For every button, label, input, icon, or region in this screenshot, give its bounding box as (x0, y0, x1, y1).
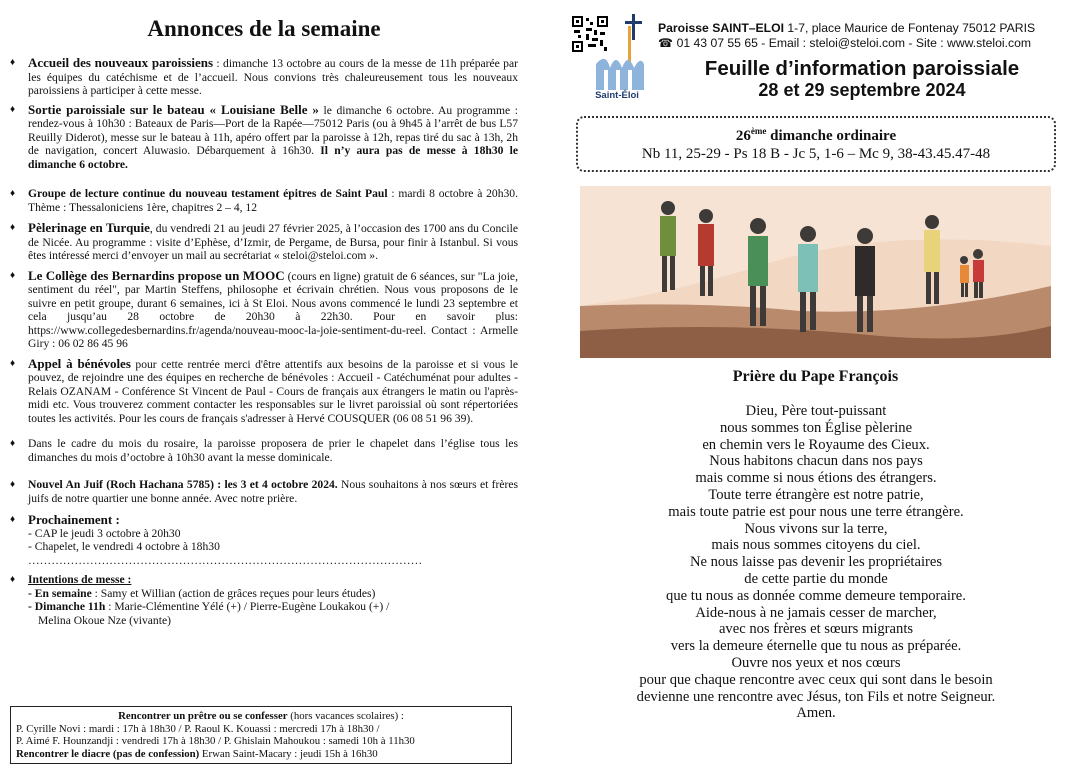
announcement-sortie (10, 103, 518, 172)
bullet-icon: ♦ (10, 479, 16, 490)
prayer-line: en chemin vers le Royaume des Cieux. (702, 436, 930, 453)
readings: Nb 11, 25-29 - Ps 18 B - Jc 5, 1-6 – Mc 9, 38-43.45.47-48 (641, 146, 991, 162)
announcement-text: : dimanche 13 octobre au cours de la messe de 11h préparée par les équipes du catéchisme et de l’accueil. Nous convions très chaleureusement tous les nouveaux paroissiens à participer à cette messe. (28, 57, 518, 97)
announcement-lecture (10, 187, 518, 214)
prayer-line: de cette partie du monde (744, 570, 888, 587)
parish-name: Paroisse SAINT–ELOI (658, 21, 784, 35)
prayer-line: Nous vivons sur la terre, (744, 520, 888, 537)
prayer-line: devienne une rencontre avec Jésus, ton Fils et notre Seigneur. (636, 688, 996, 705)
announcement-text: (cours en ligne) gratuit de 6 séances, sur "La joie, sentiment du réel", par Martin Steffens, philosophe et écrivain chrétien. Nous vous proposons de le suivre en petit groupe, durant 6 semaines, ici à St Eloi. Nous avons commencé le lundi 23 septembre et cela jusqu’au 28 octobre de 20h30 à 22h30. Pour en savoir plus: https://www.collegedesbernardins.fr/agenda/nouveau-mooc-la-joie-sentiment-du-reel. Contact : Armelle Giry : 06 02 86 45 96 (28, 269, 518, 350)
announcement-head: Nouvel An Juif (Roch Hachana 5785) : les 3 et 4 octobre 2024. (28, 478, 338, 491)
announcement-head: Le Collège des Bernardins propose un MOOC (28, 267, 285, 283)
intentions-label: Intentions de messe : (28, 573, 132, 586)
prayer-line: avec nos frères et sœurs migrants (718, 621, 914, 638)
sunday-label: dimanche ordinaire (766, 128, 897, 144)
intentions-dimanche-text-2: Melina Okoue Nze (vivante) (38, 613, 171, 627)
bullet-icon: ♦ (10, 269, 16, 281)
logo-caption: Saint-Éloi (595, 90, 639, 101)
info-column (570, 10, 1070, 722)
announcement-head: Pèlerinage en Turquie (28, 220, 150, 235)
prayer-line: mais comme si nous étions des étrangers. (695, 470, 937, 487)
announcement-roch-hachana (10, 478, 518, 505)
bullet-icon: ♦ (10, 103, 16, 115)
announcements-column (10, 8, 518, 627)
parish-contact (658, 21, 1058, 51)
announcement-head: Accueil des nouveaux paroissiens (28, 55, 214, 70)
dotted-separator: ………………………………………………………………………………………… (28, 553, 423, 567)
announcement-head: Sortie paroissiale sur le bateau « Louisiane Belle » (28, 101, 319, 117)
bullet-icon: ♦ (10, 438, 16, 449)
bullet-icon: ♦ (10, 514, 16, 525)
prochainement-item: - CAP le jeudi 3 octobre à 20h30 (28, 526, 181, 540)
bullet-icon: ♦ (10, 574, 16, 585)
announcement-accueil (10, 56, 518, 98)
prayer-line: pour que chaque rencontre avec ceux qui sont dans le besoin (639, 671, 993, 688)
prayer-line: Nous habitons chacun dans nos pays (709, 453, 923, 470)
intentions-dimanche-label: - Dimanche 11h (28, 600, 106, 613)
prayer-line: vers la demeure éternelle que tu nous as préparée. (670, 638, 962, 655)
prayer-text (570, 403, 1062, 722)
bullet-icon: ♦ (10, 188, 16, 199)
parish-contact-line: ☎ 01 43 07 55 65 - Email : steloi@steloi.com - Site : www.steloi.com (658, 36, 1032, 50)
announcement-tail: Il n’y aura pas de messe à 18h30 le dimanche 6 octobre. (28, 144, 519, 171)
announcement-mooc (10, 269, 518, 351)
confession-box (10, 706, 512, 764)
announcement-text: Dans le cadre du mois du rosaire, la paroisse proposera de prier le chapelet dans l’église tous les dimanches du mois d’octobre à 10h30 avant la messe dominicale. (28, 437, 518, 464)
sunday-number: 26 (735, 128, 751, 144)
prayer-line: Ne nous laisse pas devenir les propriétaires (689, 554, 943, 571)
prayer-line: Aide-nous à ne jamais cesser de marcher, (695, 604, 937, 621)
sunday-suffix: ème (750, 126, 767, 136)
church-logo-icon (590, 12, 650, 92)
bullet-icon: ♦ (10, 57, 16, 68)
bullet-icon: ♦ (10, 357, 16, 369)
announcement-text: Nous souhaitons à nos sœurs et frères juifs de notre quartier une bonne année. Avec notre prière. (28, 478, 519, 505)
prayer-line: nous sommes ton Église pèlerine (719, 419, 913, 436)
deacon-text: Erwan Saint-Macary : jeudi 15h à 16h30 (199, 747, 378, 760)
confession-line: P. Cyrille Novi : mardi : 17h à 18h30 / P. Raoul K. Kouassi : mercredi 17h à 18h30 / (16, 722, 380, 735)
announcement-head: Appel à bénévoles (28, 355, 131, 371)
bulletin-title: Feuille d’information paroissiale (704, 57, 1020, 80)
intentions-dimanche-text: : Marie-Clémentine Yélé (+) / Pierre-Eugène Loukakou (+) / (105, 600, 390, 613)
confession-title: Rencontrer un prêtre ou se confesser (118, 710, 288, 722)
confession-title-rest: (hors vacances scolaires) : (287, 710, 404, 722)
announcement-text: le dimanche 6 octobre. Au programme : rendez-vous à 10h30 : Bateaux de Paris—Port de la Rapée—75012 Paris (ou à 9h45 à l’arrêt de bus L57 Reuilly Diderot), messe sur le bateau à 11h, apéro offert par la paroisse à 12h, repas tiré du sac à 13h, 2h de navigation, concert Aluwasio. Débarquement à 16h30. (28, 103, 518, 157)
confession-line: P. Aimé F. Hounzandji : vendredi 17h à 18h30 / P. Ghislain Mahoukou : samedi 10h à 11h30 (16, 735, 415, 748)
migrants-walking-illustration (580, 186, 1051, 358)
announcement-pelerinage (10, 221, 518, 263)
prochainement-section (10, 513, 518, 567)
prayer-line: que tu nous as donnée comme demeure temporaire. (666, 587, 966, 604)
prayer-line: mais nous sommes citoyens du ciel. (711, 537, 921, 554)
deacon-label: Rencontrer le diacre (pas de confession) (16, 747, 200, 760)
intentions-semaine-text: : Samy et Willian (action de grâces reçues pour leurs études) (91, 586, 376, 600)
header (570, 10, 1070, 110)
prayer-line: Toute terre étrangère est notre patrie, (708, 486, 924, 503)
prochainement-label: Prochainement : (28, 512, 120, 527)
announcement-benevoles (10, 357, 518, 426)
bullet-icon: ♦ (10, 222, 16, 233)
announcement-text: , du vendredi 21 au jeudi 27 février 2025, à l’occasion des 1700 ans du Concile de Nicée. Au programme : visite d’Ephèse, d’Izmir, de Pergame, de Bursa, pour finir à Istanbul. Si vous êtes intéressé merci d’envoyer un mail au secrétariat « steloi@steloi.com ». (28, 222, 518, 262)
liturgy-box (576, 116, 1056, 172)
intentions-semaine-label: - En semaine (28, 586, 92, 600)
bulletin-dates: 28 et 29 septembre 2024 (758, 80, 966, 100)
intentions-section (10, 573, 518, 627)
announcement-text: : mardi 8 octobre à 20h30. Thème : Thessaloniciens 1ère, chapitres 2 – 4, 12 (28, 187, 518, 214)
announcement-text: pour cette rentrée merci d'être attentifs aux besoins de la paroisse et si vous le pouvez, de rejoindre une des équipes en recherche de bénévoles : Accueil - Catéchuménat pour adultes - Relais OZANAM - Conférence St Vincent de Paul - Cours de français aux étrangers le matin ou l'après-midi etc. Vous trouverez comment contacter les responsables sur le livret paroissial où sont répertoriées toutes les activités. Pour les cours de français s'adresser à Hervé COUSQUER (06 08 51 96 39). (28, 357, 518, 425)
prayer-line: Dieu, Père tout-puissant (745, 403, 887, 419)
prayer-line: mais toute patrie est pour nous une terre étrangère. (668, 503, 964, 520)
announcements-title: Annonces de la semaine (147, 16, 381, 41)
prochainement-item: - Chapelet, le vendredi 4 octobre à 18h30 (28, 540, 220, 553)
announcement-rosaire (10, 437, 518, 464)
prayer-title: Prière du Pape François (732, 368, 899, 385)
prayer-line: Ouvre nos yeux et nos cœurs (731, 654, 901, 671)
parish-address: 1-7, place Maurice de Fontenay 75012 PARIS (783, 21, 1036, 35)
prayer-line: Amen. (796, 705, 836, 722)
announcement-head: Groupe de lecture continue du nouveau testament épitres de Saint Paul (28, 187, 388, 200)
